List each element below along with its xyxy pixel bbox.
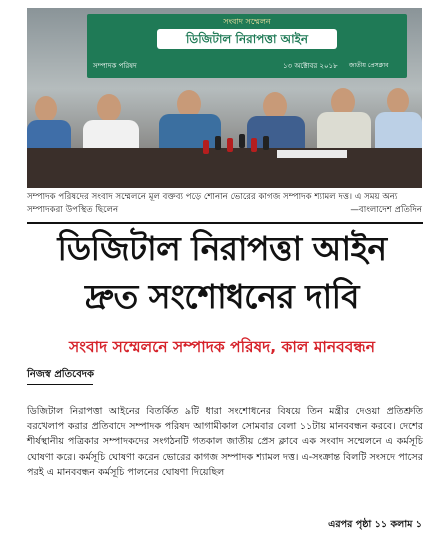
microphone-icon — [263, 136, 269, 150]
byline: নিজস্ব প্রতিবেদক — [27, 369, 95, 380]
conference-table — [27, 148, 422, 188]
news-photo — [27, 8, 422, 188]
microphone-icon — [227, 138, 233, 152]
photo-credit: —বাংলাদেশ প্রতিদিন — [350, 205, 422, 215]
photo-caption — [27, 191, 422, 217]
article-body: ডিজিটাল নিরাপত্তা আইনের বিতর্কিত ৯টি ধারা সংশোধনের বিষয়ে তিন মন্ত্রীর দেওয়া প্রতিশ্রুতি বরখেলাপ করার প্রতিবাদে সম্পাদক পরিষদ আগামীকাল সোমবার বেলা ১১টায় মানববন্ধন করবে। দেশের শীর্ষস্থানীয় পত্রিকার সম্পাদকদের সংগঠনটি গতকাল জাতীয় প্রেস ক্লাবে এক সংবাদ সম্মেলনে এ কর্মসূচি ঘোষণা করে। কর্মসূচি ঘোষণা করেন ভোরের কাগজ সম্পাদক শ্যামল দত্ত। এ-সংক্রান্ত বিলটি সংসদে পাসের পরই এ মানববন্ধন কর্মসূচি পালনের ঘোষণা দিয়েছিল — [27, 406, 423, 478]
banner-date: ১৩ অক্টোবর ২০১৮ — [283, 62, 338, 70]
microphone-icon — [203, 140, 209, 154]
caption-text: সম্পাদক পরিষদের সংবাদ সম্মেলনে মূল বক্তব্য পড়ে শোনান ভোরের কাগজ সম্পাদক শ্যামল দত্ত। এ সময় অন্য সম্পাদকরা উপস্থিত ছিলেন — [27, 192, 398, 215]
microphone-icon — [215, 136, 221, 150]
banner-venue: জাতীয় প্রেসক্লাব — [349, 62, 389, 69]
headline-line-1: ডিজিটাল নিরাপত্তা আইন — [57, 229, 387, 268]
subheadline: সংবাদ সম্মেলনে সম্পাদক পরিষদ, কাল মানববন্ধন — [69, 338, 375, 356]
byline-underline — [27, 384, 93, 385]
microphone-icon — [251, 138, 257, 152]
microphone-icon — [239, 134, 245, 148]
papers — [277, 150, 347, 158]
banner-top-text: সংবাদ সম্মেলন — [223, 17, 271, 26]
press-conference-banner — [87, 14, 407, 78]
banner-title: ডিজিটাল নিরাপত্তা আইন — [157, 29, 337, 49]
continuation-link[interactable]: এরপর পৃষ্ঠা ১১ কলাম ১ — [328, 519, 422, 530]
divider-line — [27, 222, 423, 224]
banner-organizer: সম্পাদক পরিষদ — [93, 62, 137, 70]
headline-line-2: দ্রুত সংশোধনের দাবি — [85, 277, 359, 316]
